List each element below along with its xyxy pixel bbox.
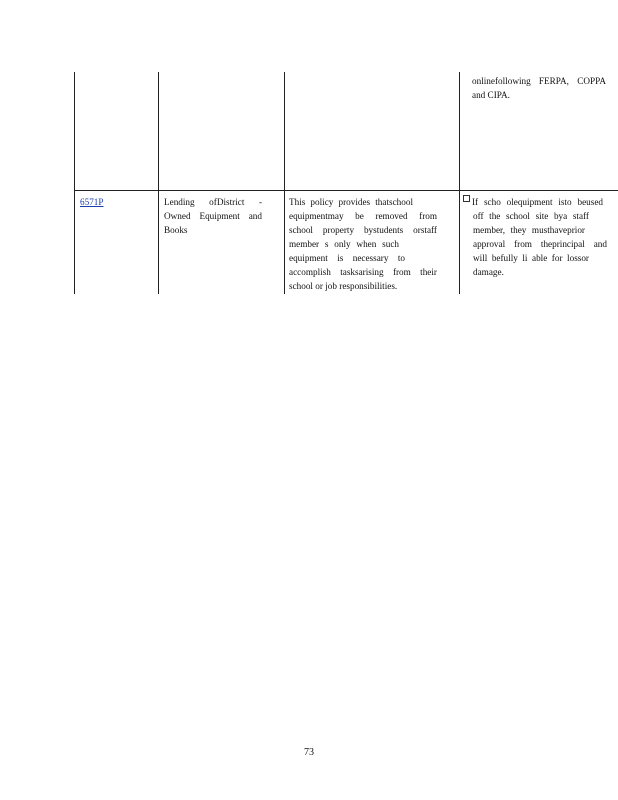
notes-line: off the school site bya staff (473, 211, 589, 221)
notes-line: If scho olequipment isto beused (472, 197, 603, 207)
notes-line: damage. (473, 267, 504, 277)
description-line: This policy provides thatschool (289, 197, 413, 207)
notes-line: and CIPA. (472, 90, 510, 100)
description-line: school or job responsibilities. (289, 281, 398, 291)
title-line: Books (164, 225, 188, 235)
policy-title-cell (164, 195, 262, 237)
table-border-left (74, 72, 75, 294)
checkbox-bullet-icon (463, 195, 470, 202)
column-divider-3 (459, 72, 460, 294)
description-line: equipmentmay be removed from (289, 211, 437, 221)
policy-code-cell (80, 195, 152, 209)
notes-line: will befully li able for lossor (473, 253, 589, 263)
description-line: accomplish tasksarising from their (289, 267, 437, 277)
row-divider (74, 190, 618, 191)
description-line: equipment is necessary to (289, 253, 405, 263)
description-line: school property bystudents orstaff (289, 225, 437, 235)
description-line: member s only when such (289, 239, 399, 249)
column-divider-2 (284, 72, 285, 294)
column-divider-1 (158, 72, 159, 294)
title-line: Owned Equipment and (164, 211, 262, 221)
top-row-notes (472, 74, 606, 102)
notes-line: approval from theprincipal and (473, 239, 607, 249)
notes-line: member, they musthaveprior (473, 225, 585, 235)
policy-description-cell (289, 195, 437, 293)
title-line: Lending ofDistrict - (164, 197, 262, 207)
notes-line: onlinefollowing FERPA, COPPA (472, 76, 606, 86)
page-number: 73 (304, 747, 314, 758)
policy-notes-cell (463, 195, 607, 279)
policy-code-link[interactable]: 6571P (80, 197, 104, 207)
